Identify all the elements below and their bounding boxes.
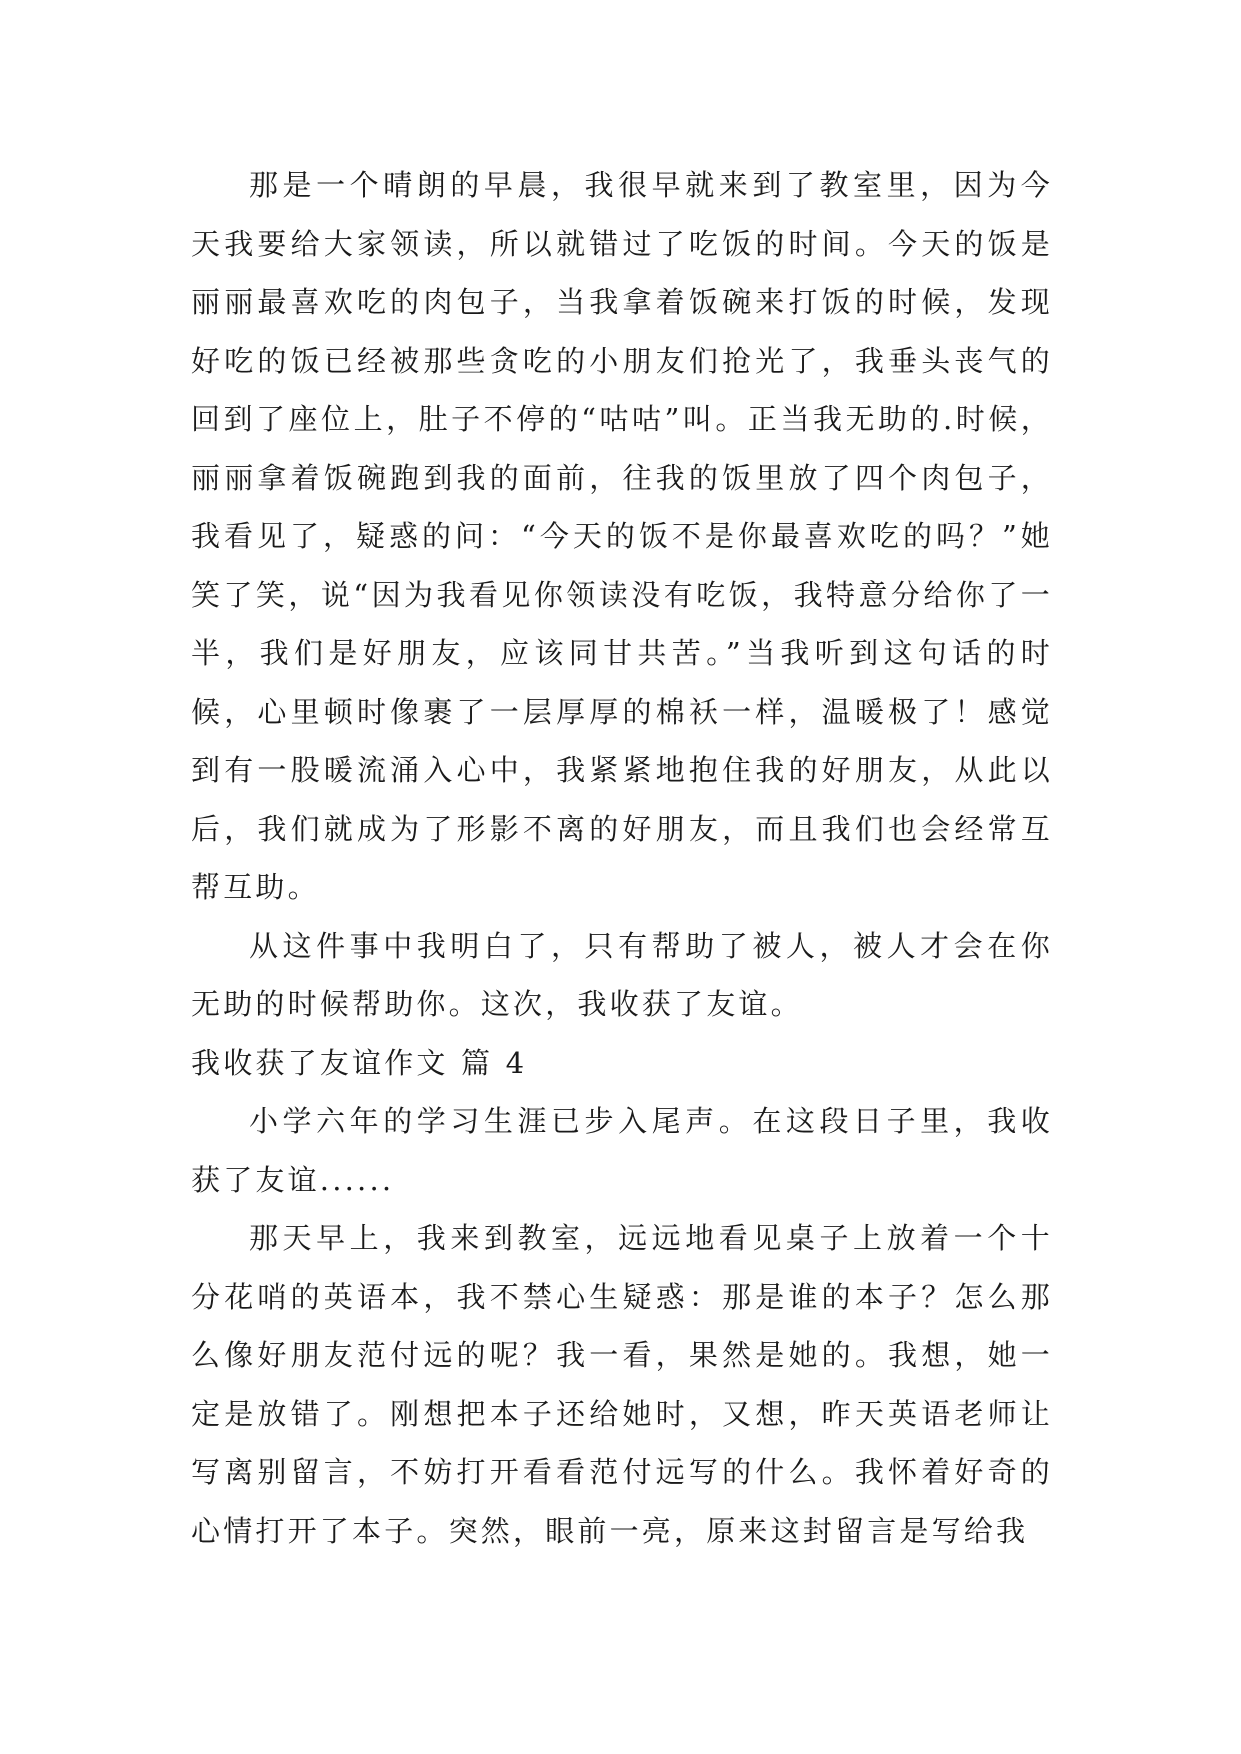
section-heading: 我收获了友谊作文 篇 4 (191, 1045, 528, 1080)
document-body (191, 156, 1053, 1560)
paragraph-notebook-story: 那天早上，我来到教室，远远地看见桌子上放着一个十分花哨的英语本，我不禁心生疑惑：那是谁的本子？怎么那么像好朋友范付远的呢？我一看，果然是她的。我想，她一定是放错了。刚想把本子还给她时，又想，昨天英语老师让写离别留言，不妨打开看看范付远写的什么。我怀着好奇的心情打开了本子。突然，眼前一亮，原来这封留言是写给我 (191, 1221, 1053, 1548)
paragraph-lesson-learned: 从这件事中我明白了，只有帮助了被人，被人才会在你无助的时候帮助你。这次，我收获了友谊。 (191, 928, 1053, 1021)
paragraph-breakfast-story: 那是一个晴朗的早晨，我很早就来到了教室里，因为今天我要给大家领读，所以就错过了吃饭的时间。今天的饭是丽丽最喜欢吃的肉包子，当我拿着饭碗来打饭的时候，发现好吃的饭已经被那些贪吃的小朋友们抢光了，我垂头丧气的回到了座位上，肚子不停的“咕咕”叫。正当我无助的.时候，丽丽拿着饭碗跑到我的面前，往我的饭里放了四个肉包子，我看见了，疑惑的问：“今天的饭不是你最喜欢吃的吗？”她笑了笑，说“因为我看见你领读没有吃饭，我特意分给你了一半，我们是好朋友，应该同甘共苦。”当我听到这句话的时候，心里顿时像裹了一层厚厚的棉袄一样，温暖极了！感觉到有一股暖流涌入心中，我紧紧地抱住我的好朋友，从此以后，我们就成为了形影不离的好朋友，而且我们也会经常互帮互助。 (191, 168, 1053, 904)
paragraph-intro: 小学六年的学习生涯已步入尾声。在这段日子里，我收获了友谊...... (191, 1104, 1053, 1197)
